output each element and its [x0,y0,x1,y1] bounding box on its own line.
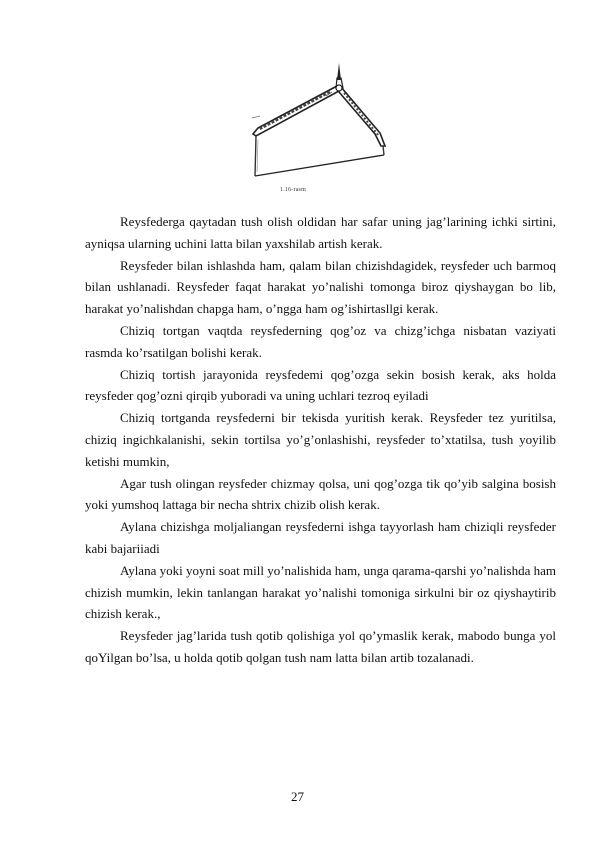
compass-drawing [240,58,390,206]
paragraph: Agar tush olingan reysfeder chizmay qolsa, uni qog’ozga tik qo’yib salgina bosish yoki yumshoq lattaga bir necha shtrix chizib olish kerak. [85,475,556,513]
paragraph: Chiziq tortgan vaqtda reysfederning qog’oz va chizg’ichga nisbatan vaziyati rasmda ko’rsatilgan bolishi kerak. [85,322,556,360]
compass-illustration [240,58,390,206]
page-number: 27 [291,789,304,804]
paragraph: Reysfederga qaytadan tush olish oldidan har safar uning jag’larining ichki sirtini, ayniqsa ularning uchini latta bilan yaxshilab artish kerak. [85,214,556,251]
paragraph: Aylana chizishga moljaliangan reysfederni ishga tayyorlash ham chiziqli reysfeder kabi bajariiadi [85,519,556,556]
body-text [85,211,556,669]
ruler-line [255,155,384,176]
paper-edge-left [255,136,256,176]
paragraph: Reysfeder bilan ishlashda ham, qalam bilan chizishdagidek, reysfeder uch barmoq bilan ushlanadi. Reysfeder faqat harakat yo’nalishi tomonga biroz qiyshaygan bo lib, harakat yo’nalishdan chapga ham, o’ngga ham og’ishirtasllgi kerak. [85,257,556,317]
paragraph: Reysfeder jag’larida tush qotib qolishiga yol qo’ymaslik kerak, mabodo bunga yol qoYilgan bo’lsa, u holda qotib qolgan tush nam latta bilan artib tozalanadi. [85,628,556,665]
figure-caption: 1.16-rasm [280,187,306,193]
paragraph: Chiziq tortganda reysfederni bir tekisda yuritish kerak. Reysfeder tez yuritilsa, chiziq ingichkalanishi, sekin tortilsa yo’g’onlashishi, reysfeder to’xtatilsa, tush yoyilib ketishi mumkin, [85,410,556,469]
paragraph: Aylana yoki yoyni soat mill yo’nalishida ham, unga qarama-qarshi yo’nalishda ham chizish mumkin, lekin tanlangan harakat yo’nalishi tomoniga sirkulni bir oz qiyshaytirib chizish kerak., [85,562,557,622]
paragraph: Chiziq tortish jarayonida reysfedemi qog’ozga sekin bosish kerak, aks holda reysfeder qog’ozni qirqib yuboradi va uning uchlari tezroq eyiladi [85,366,556,404]
